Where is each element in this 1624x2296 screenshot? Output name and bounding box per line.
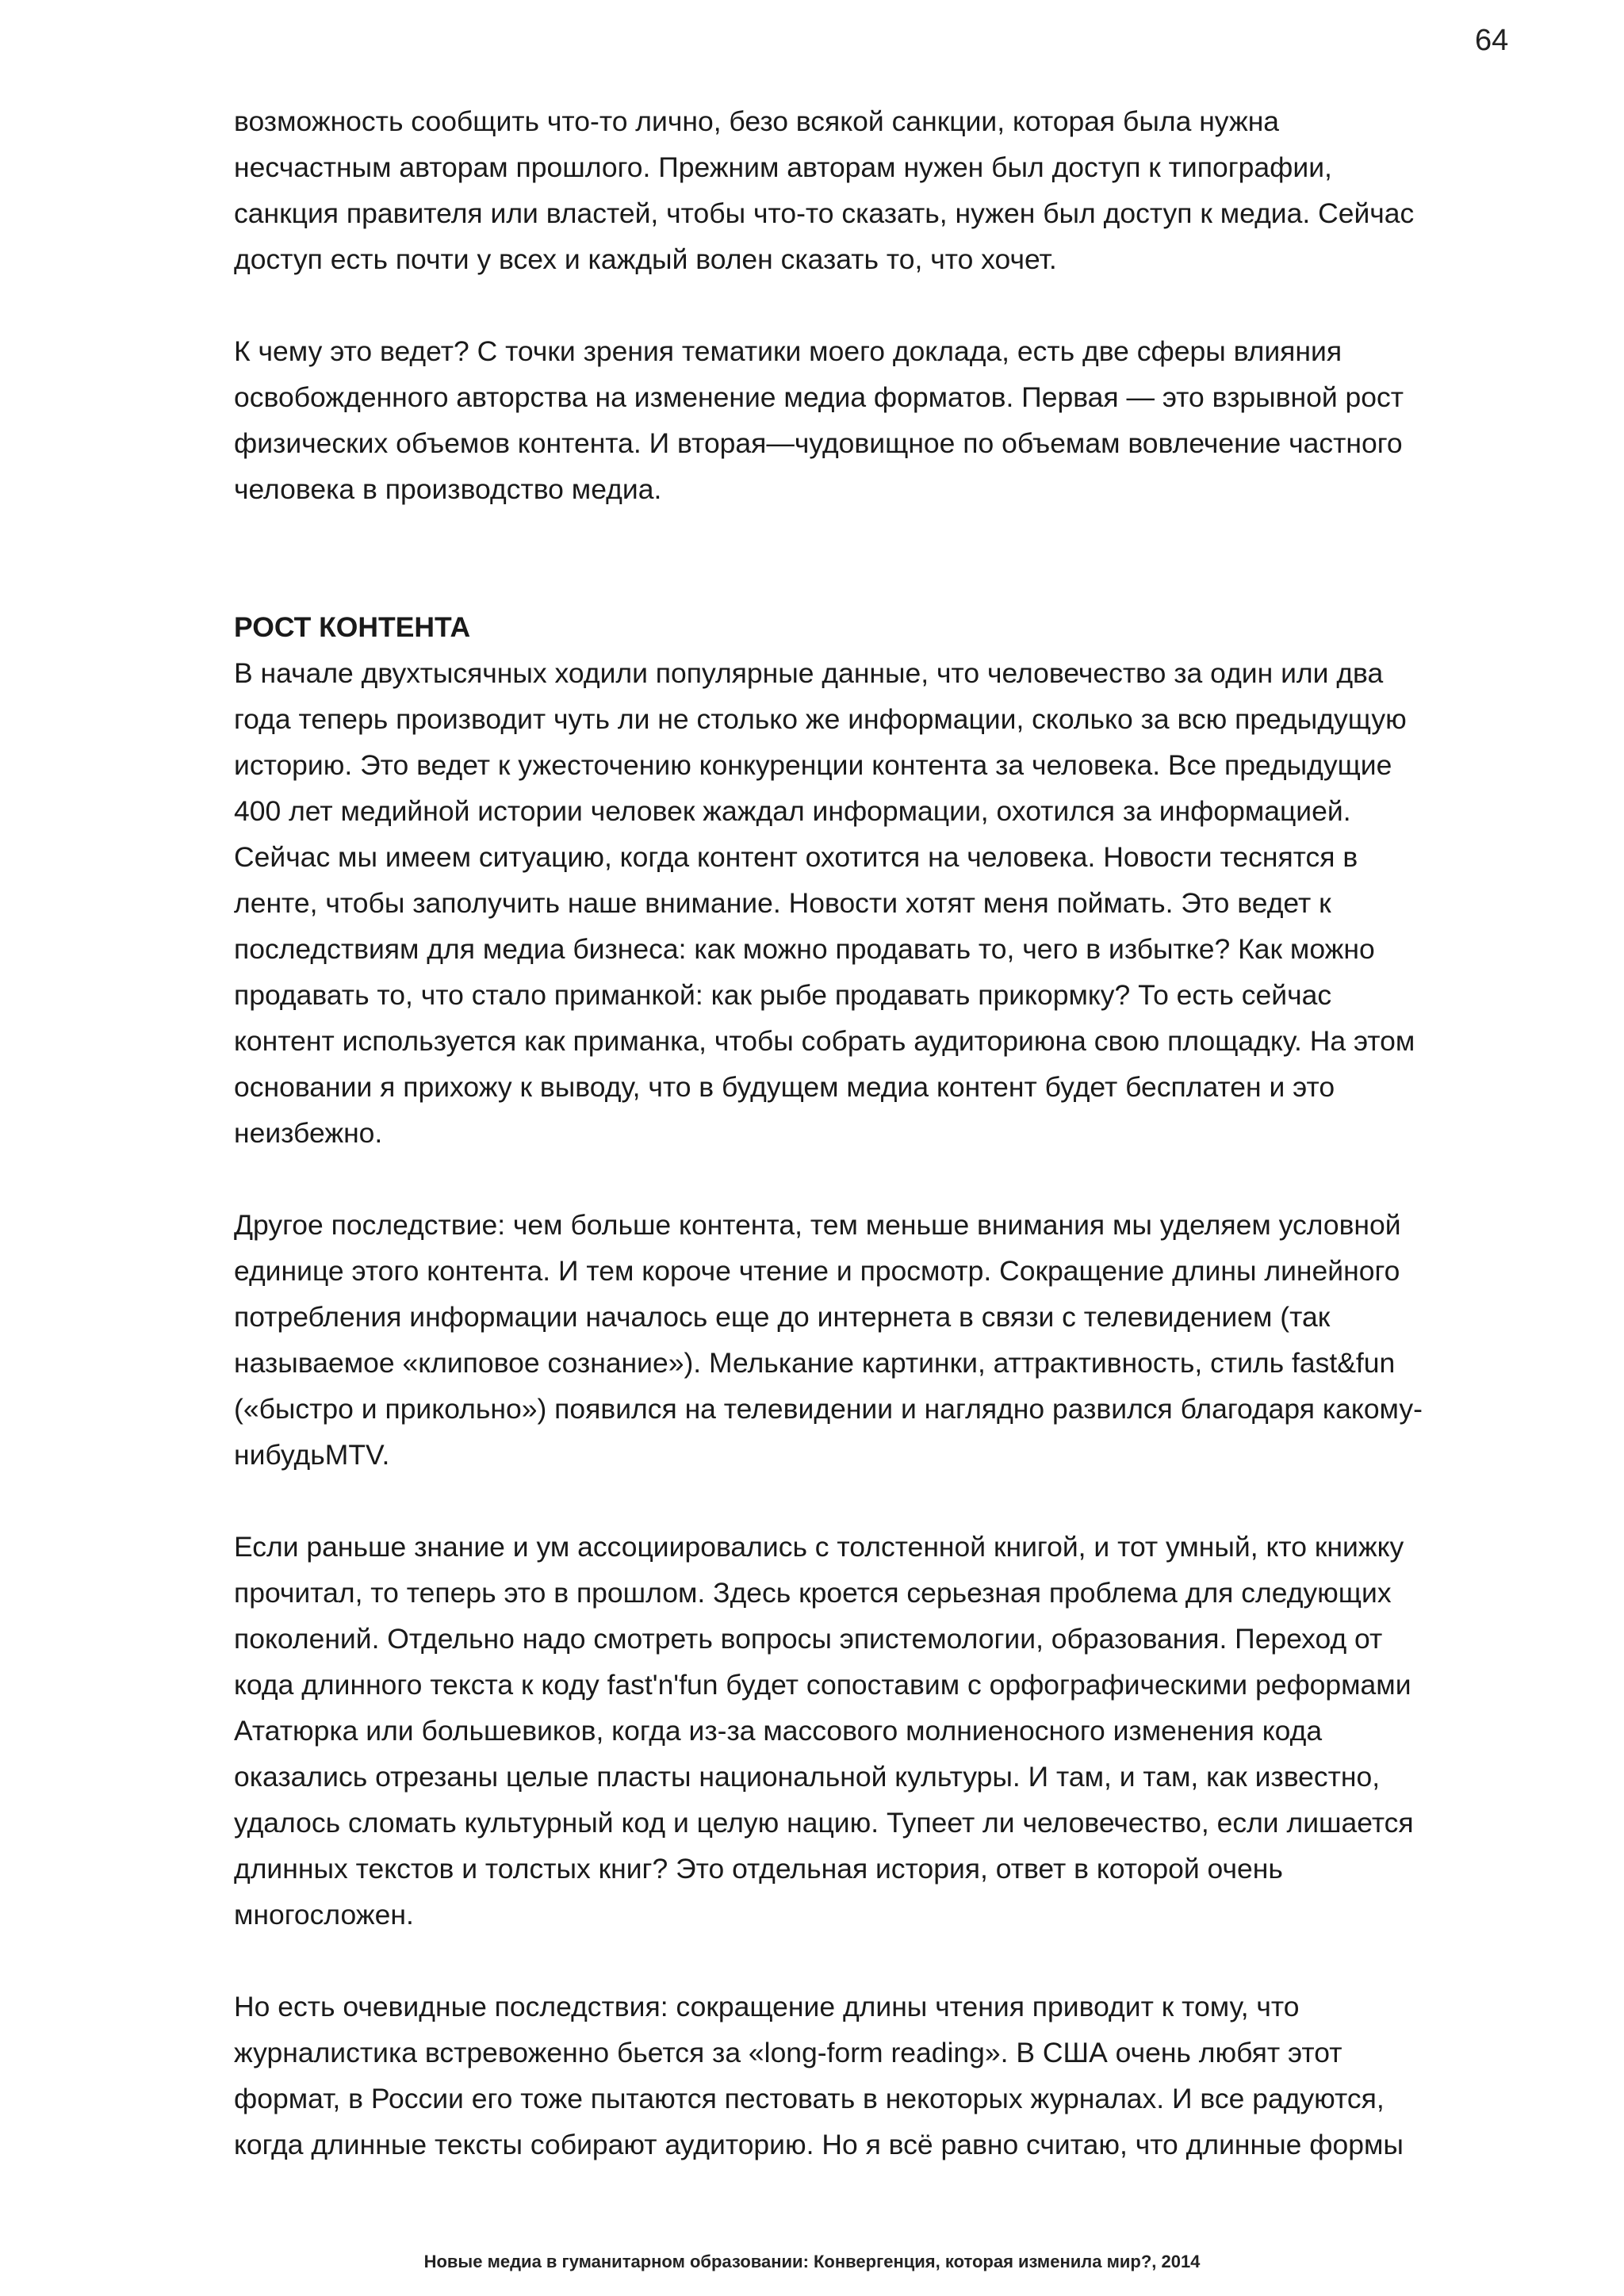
page-footer: Новые медиа в гуманитарном образовании: Конвергенция, которая изменила мир?, 2014: [423, 2252, 1201, 2271]
section-heading: РОСТ КОНТЕНТА: [234, 611, 471, 643]
paragraph: Если раньше знание и ум ассоциировались с толстенной книгой, и тот умный, кто книжку прочитал, то теперь это в прошлом. Здесь кроется серьезная проблема для следующих поколений. Отдельно надо смотреть вопросы эпистемологии, образования. Переход от кода длинного текста к коду fast'n'fun будет сопоставим с орфографическими реформами Ататюрка или большевиков, когда из-за массового молниеносного изменения кода оказались отрезаны целые пласты национальной культуры. И там, и там, как известно, удалось сломать культурный код и целую нацию. Тупеет ли человечество, если лишается длинных текстов и толстых книг? Это отдельная история, ответ в которой очень многосложен.: [234, 1531, 1414, 1931]
document-body: [234, 98, 1522, 2168]
paragraph: К чему это ведет? С точки зрения тематики моего доклада, есть две сферы влияния освобожденного авторства на изменение медиа форматов. Первая — это взрывной рост физических объемов контента. И вторая—чудовищное по объемам вовлечение частного человека в производство медиа.: [234, 335, 1404, 505]
page-number: 64: [1475, 24, 1509, 57]
paragraph: Но есть очевидные последствия: сокращение длины чтения приводит к тому, что журналистика встревоженно бьется за «long-form reading». В США очень любят этот формат, в России его тоже пытаются пестовать в некоторых журналах. И все радуются, когда длинные тексты собирают аудиторию. Но я всё равно считаю, что длинные формы: [234, 1991, 1404, 2160]
paragraph: Другое последствие: чем больше контента, тем меньше внимания мы уделяем условной единице этого контента. И тем короче чтение и просмотр. Сокращение длины линейного потребления информации началось еще до интернета в связи с телевидением (так называемое «клиповое сознание»). Мелькание картинки, аттрактивность, стиль fast&fun («быстро и прикольно») появился на телевидении и наглядно развился благодаря какому- нибудьMTV.: [234, 1209, 1423, 1471]
paragraph: возможность сообщить что-то лично, безо всякой санкции, которая была нужна несчастным авторам прошлого. Прежним авторам нужен был доступ к типографии, санкция правителя или властей, чтобы что-то сказать, нужен был доступ к медиа. Сейчас доступ есть почти у всех и каждый волен сказать то, что хочет.: [234, 105, 1415, 275]
paragraph: В начале двухтысячных ходили популярные данные, что человечество за один или два года теперь производит чуть ли не столько же информации, сколько за всю предыдущую историю. Это ведет к ужесточению конкуренции контента за человека. Все предыдущие 400 лет медийной истории человек жаждал информации, охотился за информацией. Сейчас мы имеем ситуацию, когда контент охотится на человека. Новости теснятся в ленте, чтобы заполучить наше внимание. Новости хотят меня поймать. Это ведет к последствиям для медиа бизнеса: как можно продавать то, чего в избытке? Как можно продавать то, что стало приманкой: как рыбе продавать прикормку? То есть сейчас контент используется как приманка, чтобы собрать аудиториюна свою площадку. На этом основании я прихожу к выводу, что в будущем медиа контент будет бесплатен и это неизбежно.: [234, 657, 1415, 1149]
